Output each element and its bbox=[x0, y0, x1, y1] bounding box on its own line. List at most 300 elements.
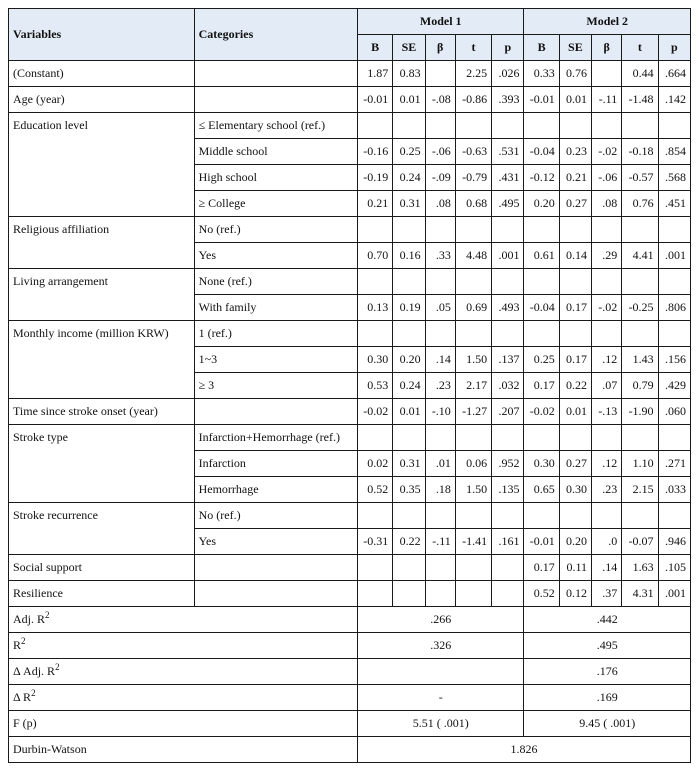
m1-value-cell bbox=[492, 217, 524, 243]
m2-value-cell: -0.01 bbox=[524, 87, 559, 113]
m1-value-cell: 0.16 bbox=[393, 243, 425, 269]
m2-value-cell: 0.17 bbox=[559, 295, 591, 321]
m2-value-cell: .001 bbox=[658, 243, 690, 269]
m1-value-cell: 0.30 bbox=[358, 347, 393, 373]
m2-value-cell: .142 bbox=[658, 87, 690, 113]
header-m2-se: SE bbox=[559, 35, 591, 61]
m2-value-cell: -.02 bbox=[592, 295, 622, 321]
m1-value-cell: -0.63 bbox=[455, 139, 491, 165]
m1-value-cell: -0.31 bbox=[358, 529, 393, 555]
m1-value-cell bbox=[455, 321, 491, 347]
m2-value-cell: 0.76 bbox=[559, 61, 591, 87]
m1-value-cell: .493 bbox=[492, 295, 524, 321]
m2-value-cell: -1.48 bbox=[622, 87, 658, 113]
header-model-2: Model 2 bbox=[524, 9, 691, 35]
model-1-summary-value: 5.51 ( .001) bbox=[358, 711, 524, 737]
durbin-watson-value: 1.826 bbox=[358, 737, 691, 763]
summary-label: F (p) bbox=[13, 716, 37, 730]
m1-value-cell: .952 bbox=[492, 451, 524, 477]
m1-value-cell bbox=[492, 269, 524, 295]
m2-value-cell: .0 bbox=[592, 529, 622, 555]
variable-cell: Age (year) bbox=[9, 87, 195, 113]
m1-value-cell: .393 bbox=[492, 87, 524, 113]
m1-value-cell: -1.27 bbox=[455, 399, 491, 425]
header-row-top bbox=[9, 9, 691, 35]
m1-value-cell: -0.16 bbox=[358, 139, 393, 165]
m1-value-cell: 0.01 bbox=[393, 399, 425, 425]
m2-value-cell bbox=[658, 425, 690, 451]
table-row bbox=[9, 581, 691, 607]
header-m1-se: SE bbox=[393, 35, 425, 61]
m1-value-cell: 1.87 bbox=[358, 61, 393, 87]
model-1-summary-value: .266 bbox=[358, 607, 524, 633]
m1-value-cell: -0.19 bbox=[358, 165, 393, 191]
header-m1-p: p bbox=[492, 35, 524, 61]
m2-value-cell bbox=[592, 269, 622, 295]
m2-value-cell: 0.79 bbox=[622, 373, 658, 399]
m1-value-cell bbox=[358, 113, 393, 139]
m2-value-cell: .14 bbox=[592, 555, 622, 581]
table-row bbox=[9, 87, 691, 113]
m2-value-cell bbox=[592, 503, 622, 529]
m1-value-cell bbox=[358, 581, 393, 607]
m1-value-cell bbox=[358, 503, 393, 529]
m1-value-cell: .207 bbox=[492, 399, 524, 425]
header-m2-b: B bbox=[524, 35, 559, 61]
m2-value-cell: 0.17 bbox=[524, 373, 559, 399]
m1-value-cell: .032 bbox=[492, 373, 524, 399]
m1-value-cell: .23 bbox=[425, 373, 455, 399]
summary-label-cell bbox=[9, 659, 358, 685]
m1-value-cell: 0.31 bbox=[393, 191, 425, 217]
summary-superscript: 2 bbox=[55, 662, 60, 672]
model-1-summary-value: - bbox=[358, 685, 524, 711]
category-cell bbox=[194, 555, 357, 581]
m1-value-cell: -.10 bbox=[425, 399, 455, 425]
summary-label-cell bbox=[9, 633, 358, 659]
m1-value-cell: 0.53 bbox=[358, 373, 393, 399]
m1-value-cell: .161 bbox=[492, 529, 524, 555]
summary-label-cell bbox=[9, 711, 358, 737]
m2-value-cell bbox=[559, 321, 591, 347]
variable-cell: Social support bbox=[9, 555, 195, 581]
m1-value-cell: 0.24 bbox=[393, 165, 425, 191]
m2-value-cell: 0.20 bbox=[559, 529, 591, 555]
m2-value-cell: -.11 bbox=[592, 87, 622, 113]
m2-value-cell bbox=[592, 321, 622, 347]
model-2-summary-value: .442 bbox=[524, 607, 691, 633]
m1-value-cell bbox=[492, 113, 524, 139]
category-cell: With family bbox=[194, 295, 357, 321]
regression-table bbox=[8, 8, 691, 763]
m2-value-cell bbox=[592, 61, 622, 87]
m2-value-cell: -.06 bbox=[592, 165, 622, 191]
m2-value-cell: .568 bbox=[658, 165, 690, 191]
m2-value-cell: .664 bbox=[658, 61, 690, 87]
header-model-1: Model 1 bbox=[358, 9, 524, 35]
m1-value-cell: .135 bbox=[492, 477, 524, 503]
m1-value-cell: .18 bbox=[425, 477, 455, 503]
category-cell bbox=[194, 399, 357, 425]
summary-label: R bbox=[13, 638, 22, 652]
model-2-summary-value: .495 bbox=[524, 633, 691, 659]
m1-value-cell: .08 bbox=[425, 191, 455, 217]
m2-value-cell: -0.04 bbox=[524, 295, 559, 321]
m1-value-cell: 0.02 bbox=[358, 451, 393, 477]
m2-value-cell: 1.63 bbox=[622, 555, 658, 581]
m1-value-cell bbox=[455, 425, 491, 451]
m1-value-cell: .495 bbox=[492, 191, 524, 217]
m2-value-cell bbox=[559, 269, 591, 295]
m1-value-cell bbox=[455, 269, 491, 295]
m1-value-cell: 0.24 bbox=[393, 373, 425, 399]
m1-value-cell bbox=[393, 113, 425, 139]
m2-value-cell: .033 bbox=[658, 477, 690, 503]
m1-value-cell bbox=[492, 425, 524, 451]
category-cell: Infarction bbox=[194, 451, 357, 477]
model-2-summary-value: .169 bbox=[524, 685, 691, 711]
summary-row bbox=[9, 633, 691, 659]
m1-value-cell: .137 bbox=[492, 347, 524, 373]
m2-value-cell: .105 bbox=[658, 555, 690, 581]
m2-value-cell bbox=[658, 503, 690, 529]
header-m2-t: t bbox=[622, 35, 658, 61]
m1-value-cell bbox=[393, 269, 425, 295]
m2-value-cell: 0.61 bbox=[524, 243, 559, 269]
header-categories: Categories bbox=[194, 9, 357, 61]
m2-value-cell: 4.31 bbox=[622, 581, 658, 607]
m1-value-cell bbox=[425, 217, 455, 243]
summary-row bbox=[9, 607, 691, 633]
category-cell: No (ref.) bbox=[194, 503, 357, 529]
category-cell: High school bbox=[194, 165, 357, 191]
m1-value-cell bbox=[455, 113, 491, 139]
header-m1-beta: β bbox=[425, 35, 455, 61]
variable-cell: Education level bbox=[9, 113, 195, 217]
header-m1-t: t bbox=[455, 35, 491, 61]
m1-value-cell: .05 bbox=[425, 295, 455, 321]
m1-value-cell: 0.22 bbox=[393, 529, 425, 555]
variable-cell: (Constant) bbox=[9, 61, 195, 87]
m1-value-cell: 0.06 bbox=[455, 451, 491, 477]
m2-value-cell bbox=[622, 113, 658, 139]
m2-value-cell: 0.14 bbox=[559, 243, 591, 269]
table-row bbox=[9, 555, 691, 581]
m2-value-cell bbox=[658, 321, 690, 347]
m2-value-cell: 0.20 bbox=[524, 191, 559, 217]
m2-value-cell: 0.44 bbox=[622, 61, 658, 87]
m1-value-cell bbox=[393, 503, 425, 529]
m2-value-cell bbox=[559, 503, 591, 529]
m1-value-cell: -1.41 bbox=[455, 529, 491, 555]
m2-value-cell: 0.25 bbox=[524, 347, 559, 373]
m2-value-cell bbox=[524, 269, 559, 295]
m2-value-cell bbox=[622, 503, 658, 529]
m2-value-cell: .001 bbox=[658, 581, 690, 607]
m1-value-cell: 0.52 bbox=[358, 477, 393, 503]
category-cell: Yes bbox=[194, 243, 357, 269]
header-m1-b: B bbox=[358, 35, 393, 61]
m2-value-cell: .12 bbox=[592, 451, 622, 477]
category-cell bbox=[194, 87, 357, 113]
m1-value-cell: 0.83 bbox=[393, 61, 425, 87]
m2-value-cell bbox=[524, 113, 559, 139]
variable-cell: Monthly income (million KRW) bbox=[9, 321, 195, 399]
m2-value-cell bbox=[524, 217, 559, 243]
header-variables: Variables bbox=[9, 9, 195, 61]
summary-label: Δ Adj. R bbox=[13, 664, 56, 678]
m2-value-cell bbox=[658, 113, 690, 139]
m1-value-cell bbox=[358, 321, 393, 347]
m2-value-cell: 0.30 bbox=[559, 477, 591, 503]
summary-superscript: 2 bbox=[31, 688, 36, 698]
m1-value-cell: 1.50 bbox=[455, 477, 491, 503]
m2-value-cell: 1.10 bbox=[622, 451, 658, 477]
m1-value-cell bbox=[425, 269, 455, 295]
category-cell: Infarction+Hemorrhage (ref.) bbox=[194, 425, 357, 451]
m2-value-cell: .29 bbox=[592, 243, 622, 269]
m2-value-cell bbox=[524, 425, 559, 451]
m1-value-cell: -0.02 bbox=[358, 399, 393, 425]
m2-value-cell: 0.17 bbox=[559, 347, 591, 373]
m1-value-cell: 0.19 bbox=[393, 295, 425, 321]
category-cell: No (ref.) bbox=[194, 217, 357, 243]
category-cell: ≥ 3 bbox=[194, 373, 357, 399]
m2-value-cell bbox=[559, 425, 591, 451]
m2-value-cell: .946 bbox=[658, 529, 690, 555]
m2-value-cell bbox=[622, 269, 658, 295]
m2-value-cell: -0.04 bbox=[524, 139, 559, 165]
m1-value-cell bbox=[425, 425, 455, 451]
m2-value-cell: .451 bbox=[658, 191, 690, 217]
header-m2-beta: β bbox=[592, 35, 622, 61]
m1-value-cell: .01 bbox=[425, 451, 455, 477]
m2-value-cell: 0.65 bbox=[524, 477, 559, 503]
m1-value-cell: -.08 bbox=[425, 87, 455, 113]
variable-cell: Living arrangement bbox=[9, 269, 195, 321]
m2-value-cell: 0.52 bbox=[524, 581, 559, 607]
m1-value-cell: 0.68 bbox=[455, 191, 491, 217]
m1-value-cell: .14 bbox=[425, 347, 455, 373]
durbin-watson-label: Durbin-Watson bbox=[9, 737, 358, 763]
summary-row bbox=[9, 685, 691, 711]
m2-value-cell bbox=[622, 321, 658, 347]
m1-value-cell: 2.17 bbox=[455, 373, 491, 399]
m2-value-cell bbox=[592, 113, 622, 139]
m1-value-cell bbox=[425, 555, 455, 581]
category-cell: 1 (ref.) bbox=[194, 321, 357, 347]
category-cell: Yes bbox=[194, 529, 357, 555]
m1-value-cell bbox=[492, 321, 524, 347]
variable-cell: Religious affiliation bbox=[9, 217, 195, 269]
m1-value-cell bbox=[455, 581, 491, 607]
summary-label: Δ R bbox=[13, 690, 32, 704]
m2-value-cell: 0.23 bbox=[559, 139, 591, 165]
m1-value-cell: .33 bbox=[425, 243, 455, 269]
m2-value-cell: -0.57 bbox=[622, 165, 658, 191]
m2-value-cell bbox=[592, 217, 622, 243]
m1-value-cell bbox=[425, 321, 455, 347]
m1-value-cell: 0.21 bbox=[358, 191, 393, 217]
m1-value-cell: 0.35 bbox=[393, 477, 425, 503]
m2-value-cell bbox=[524, 503, 559, 529]
m2-value-cell bbox=[622, 217, 658, 243]
model-2-summary-value: 9.45 ( .001) bbox=[524, 711, 691, 737]
m1-value-cell: 4.48 bbox=[455, 243, 491, 269]
m2-value-cell: -.13 bbox=[592, 399, 622, 425]
m2-value-cell: 0.76 bbox=[622, 191, 658, 217]
m2-value-cell: .08 bbox=[592, 191, 622, 217]
m1-value-cell bbox=[393, 217, 425, 243]
m1-value-cell: .531 bbox=[492, 139, 524, 165]
summary-row bbox=[9, 711, 691, 737]
m2-value-cell bbox=[592, 425, 622, 451]
category-cell: None (ref.) bbox=[194, 269, 357, 295]
model-1-summary-value: .326 bbox=[358, 633, 524, 659]
m2-value-cell: 0.12 bbox=[559, 581, 591, 607]
m1-value-cell bbox=[492, 581, 524, 607]
m2-value-cell: -0.02 bbox=[524, 399, 559, 425]
m1-value-cell: 0.69 bbox=[455, 295, 491, 321]
m2-value-cell: 0.01 bbox=[559, 87, 591, 113]
m1-value-cell bbox=[425, 581, 455, 607]
m1-value-cell: -0.86 bbox=[455, 87, 491, 113]
m1-value-cell: 0.70 bbox=[358, 243, 393, 269]
category-cell: 1~3 bbox=[194, 347, 357, 373]
m2-value-cell: 4.41 bbox=[622, 243, 658, 269]
m2-value-cell: .271 bbox=[658, 451, 690, 477]
table-header bbox=[9, 9, 691, 61]
m2-value-cell: .806 bbox=[658, 295, 690, 321]
m2-value-cell: 0.21 bbox=[559, 165, 591, 191]
variable-cell: Stroke type bbox=[9, 425, 195, 503]
m2-value-cell: .060 bbox=[658, 399, 690, 425]
m2-value-cell: .37 bbox=[592, 581, 622, 607]
variable-cell: Resilience bbox=[9, 581, 195, 607]
summary-superscript: 2 bbox=[45, 610, 50, 620]
model-2-summary-value: .176 bbox=[524, 659, 691, 685]
m2-value-cell: .854 bbox=[658, 139, 690, 165]
m1-value-cell bbox=[393, 581, 425, 607]
m2-value-cell: 0.27 bbox=[559, 451, 591, 477]
m1-value-cell bbox=[455, 503, 491, 529]
variable-cell: Time since stroke onset (year) bbox=[9, 399, 195, 425]
m1-value-cell bbox=[358, 217, 393, 243]
table-row bbox=[9, 503, 691, 529]
table-row bbox=[9, 61, 691, 87]
m1-value-cell bbox=[492, 503, 524, 529]
m2-value-cell: 0.22 bbox=[559, 373, 591, 399]
m1-value-cell bbox=[393, 425, 425, 451]
m1-value-cell: .431 bbox=[492, 165, 524, 191]
table-row bbox=[9, 399, 691, 425]
table-row bbox=[9, 321, 691, 347]
m2-value-cell: 2.15 bbox=[622, 477, 658, 503]
m1-value-cell bbox=[393, 321, 425, 347]
m1-value-cell bbox=[358, 425, 393, 451]
m2-value-cell: 0.33 bbox=[524, 61, 559, 87]
summary-label: Adj. R bbox=[13, 612, 46, 626]
category-cell bbox=[194, 61, 357, 87]
category-cell: ≤ Elementary school (ref.) bbox=[194, 113, 357, 139]
m2-value-cell: 0.01 bbox=[559, 399, 591, 425]
m2-value-cell: 0.30 bbox=[524, 451, 559, 477]
summary-label-cell bbox=[9, 685, 358, 711]
category-cell: Hemorrhage bbox=[194, 477, 357, 503]
m2-value-cell bbox=[524, 321, 559, 347]
table-row bbox=[9, 269, 691, 295]
regression-table-container bbox=[8, 8, 691, 763]
m1-value-cell: 0.13 bbox=[358, 295, 393, 321]
table-row bbox=[9, 113, 691, 139]
m2-value-cell: .156 bbox=[658, 347, 690, 373]
m1-value-cell bbox=[492, 555, 524, 581]
m2-value-cell: -0.25 bbox=[622, 295, 658, 321]
m1-value-cell: 0.01 bbox=[393, 87, 425, 113]
durbin-watson-row bbox=[9, 737, 691, 763]
m1-value-cell: -.06 bbox=[425, 139, 455, 165]
summary-label-cell bbox=[9, 607, 358, 633]
category-cell bbox=[194, 581, 357, 607]
m2-value-cell bbox=[559, 217, 591, 243]
m2-value-cell: .429 bbox=[658, 373, 690, 399]
m1-value-cell bbox=[358, 555, 393, 581]
m1-value-cell bbox=[425, 503, 455, 529]
category-cell: ≥ College bbox=[194, 191, 357, 217]
m2-value-cell bbox=[559, 113, 591, 139]
m2-value-cell: .23 bbox=[592, 477, 622, 503]
m1-value-cell: -0.01 bbox=[358, 87, 393, 113]
category-cell: Middle school bbox=[194, 139, 357, 165]
header-m2-p: p bbox=[658, 35, 690, 61]
m1-value-cell bbox=[425, 61, 455, 87]
model-1-summary-value bbox=[358, 659, 524, 685]
summary-row bbox=[9, 659, 691, 685]
summary-superscript: 2 bbox=[21, 636, 26, 646]
m2-value-cell: 0.17 bbox=[524, 555, 559, 581]
m2-value-cell bbox=[658, 269, 690, 295]
variable-cell: Stroke recurrence bbox=[9, 503, 195, 555]
m1-value-cell: 1.50 bbox=[455, 347, 491, 373]
m1-value-cell: .026 bbox=[492, 61, 524, 87]
m1-value-cell: -.09 bbox=[425, 165, 455, 191]
m1-value-cell: -.11 bbox=[425, 529, 455, 555]
m1-value-cell: 0.25 bbox=[393, 139, 425, 165]
m1-value-cell bbox=[455, 555, 491, 581]
table-body bbox=[9, 61, 691, 763]
m1-value-cell: -0.79 bbox=[455, 165, 491, 191]
table-row bbox=[9, 217, 691, 243]
m2-value-cell: 0.11 bbox=[559, 555, 591, 581]
m2-value-cell bbox=[622, 425, 658, 451]
m1-value-cell bbox=[358, 269, 393, 295]
m2-value-cell: -0.18 bbox=[622, 139, 658, 165]
m2-value-cell: 0.27 bbox=[559, 191, 591, 217]
m2-value-cell: -0.07 bbox=[622, 529, 658, 555]
m1-value-cell: 0.20 bbox=[393, 347, 425, 373]
m2-value-cell: -0.01 bbox=[524, 529, 559, 555]
m2-value-cell bbox=[658, 217, 690, 243]
m1-value-cell bbox=[455, 217, 491, 243]
m2-value-cell: 1.43 bbox=[622, 347, 658, 373]
m2-value-cell: -.02 bbox=[592, 139, 622, 165]
m1-value-cell: 0.31 bbox=[393, 451, 425, 477]
m2-value-cell: -1.90 bbox=[622, 399, 658, 425]
m2-value-cell: -0.12 bbox=[524, 165, 559, 191]
m1-value-cell: .001 bbox=[492, 243, 524, 269]
table-row bbox=[9, 425, 691, 451]
m1-value-cell bbox=[425, 113, 455, 139]
